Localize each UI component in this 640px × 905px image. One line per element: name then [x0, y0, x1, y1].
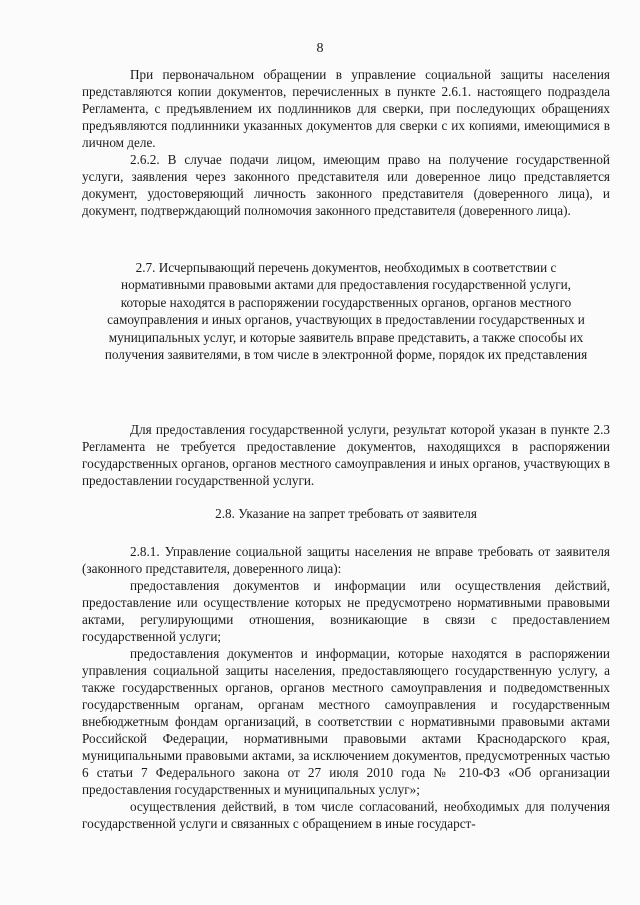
section-2-8-heading — [100, 505, 592, 522]
page-number: 8 — [316, 41, 324, 56]
section-2-6-text — [82, 66, 610, 219]
heading-text: 2.8. Указание на запрет требовать от заявителя — [215, 506, 477, 521]
paragraph: 2.6.2. В случае подачи лицом, имеющим право на получение государственной услуги, заявления через законного представителя или доверенное лицо представляется документ, удостоверяющий личность законного представителя (доверенного лица), и документ, подтверждающий полномочия законного представителя (доверенного лица). — [82, 152, 610, 218]
paragraph: Для предоставления государственной услуги, результат которой указан в пункте 2.3 Регламента не требуется предоставление документов, находящихся в распоряжении государственных органов, органов местного самоуправления и иных органов, участвующих в предоставлении государственной услуги. — [82, 422, 610, 488]
section-2-7-heading — [100, 259, 592, 363]
paragraph: предоставления документов и информации, которые находятся в распоряжении управления социальной защиты населения, предоставляющего государственную услугу, а также государственных органов, органов местного самоуправления и подведомственных государственным органам, органам местного самоуправления и государственным внебюджетным фондам организаций, в соответствии с нормативными правовыми актами Российской Федерации, нормативными правовыми актами Краснодарского края, муниципальными правовыми актами, за исключением документов, предусмотренных частью 6 статьи 7 Федерального закона от 27 июля 2010 года № 210-ФЗ «Об организации предоставления государственных и муниципальных услуг»; — [82, 646, 610, 797]
paragraph: 2.8.1. Управление социальной защиты населения не вправе требовать от заявителя (законного представителя, доверенного лица): — [82, 544, 610, 576]
paragraph: предоставления документов и информации или осуществления действий, предоставление или осуществление которых не предусмотрено нормативными правовыми актами, регулирующими отношения, возникающие в связи с предоставлением государственной услуги; — [82, 578, 610, 644]
heading-text: 2.7. Исчерпывающий перечень документов, необходимых в соответствии с нормативными правовыми актами для предоставления государственной услуги, которые находятся в распоряжении государственных органов, органов местного самоуправления и иных органов, участвующих в предоставлении государственных и муниципальных услуг, и которые заявитель вправе представить, а также способы их получения заявителями, в том числе в электронной форме, порядок их представления — [104, 260, 588, 363]
section-2-7-text — [82, 421, 610, 489]
paragraph: осуществления действий, в том числе согласований, необходимых для получения государственной услуги и связанных с обращением в иные государст- — [82, 799, 610, 831]
section-2-8-text — [82, 543, 610, 832]
paragraph: При первоначальном обращении в управление социальной защиты населения представляются копии документов, перечисленных в пункте 2.6.1. настоящего подраздела Регламента, с предъявлением их подлинников для сверки, при последующих обращениях предъявляются подлинники указанных документов для сверки с их копиями, имеющимися в личном деле. — [82, 67, 610, 150]
